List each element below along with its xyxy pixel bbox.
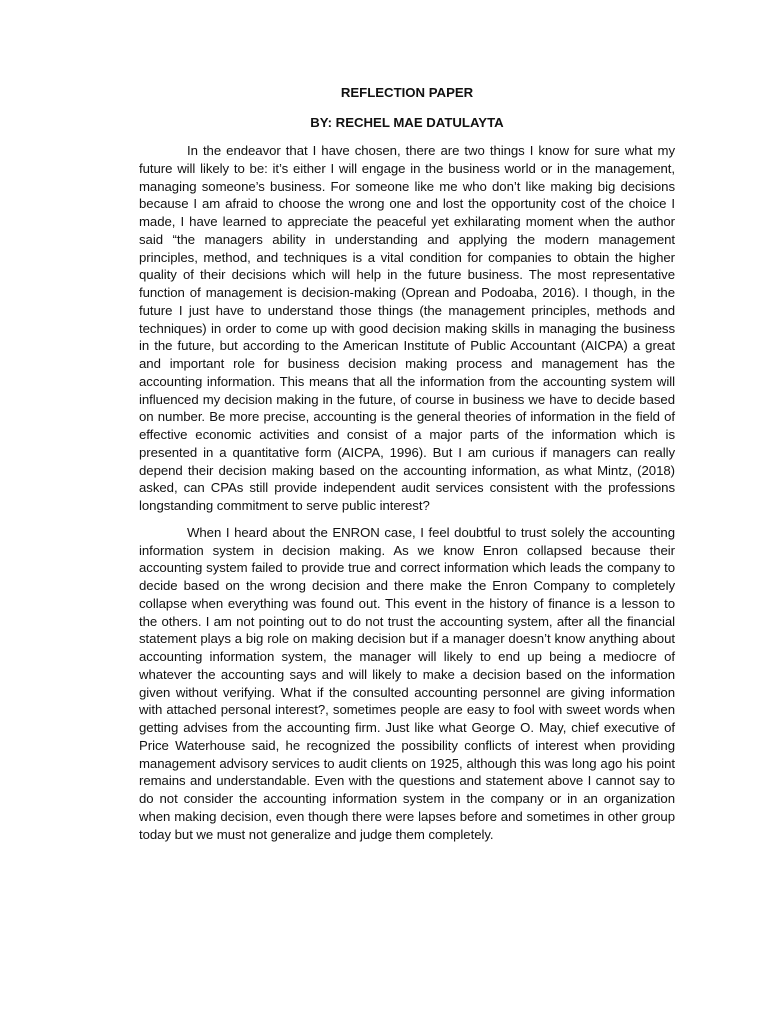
document-author: BY: RECHEL MAE DATULAYTA [310,115,504,130]
document-page [139,84,675,843]
paragraph-1: In the endeavor that I have chosen, there are two things I know for sure what my future will likely to be: it’s either I will engage in the business world or in the management, managing someone’s business. For someone like me who don’t like making big decisions because I am afraid to choose the wrong one and lost the opportunity cost of the choice I made, I have learned to appreciate the peaceful yet exhilarating moment when the author said “the managers ability in understanding and applying the modern management principles, method, and techniques is a vital condition for companies to obtain the higher quality of their decisions which will help in the future business. The most representative function of management is decision-making (Oprean and Podoaba, 2016). I though, in the future I just have to understand those things (the management principles, methods and techniques) in order to come up with good decision making skills in managing the business in the future, but according to the American Institute of Public Accountant (AICPA) a great and important role for business decision making process and management has the accounting information. This means that all the information from the accounting system will influenced my decision making in the future, of course in business we have to decide based on number. Be more precise, accounting is the general theories of information in the field of effective economic activities and consist of a major parts of the information which is presented in a quantitative form (AICPA, 1996). But I am curious if managers can really depend their decision making based on the accounting information, as what Mintz, (2018) asked, can CPAs still provide independent audit services consistent with the professions longstanding commitment to serve public interest? [139,143,675,513]
document-title: REFLECTION PAPER [340,85,474,100]
paragraph-2: When I heard about the ENRON case, I feel doubtful to trust solely the accounting information system in decision making. As we know Enron collapsed because their accounting system failed to provide true and correct information which leads the company to decide based on the wrong decision and there make the Enron Company to completely collapse when everything was found out. This event in the history of finance is a lesson to the others. I am not pointing out to do not trust the accounting system, after all the financial statement plays a big role on making decision but if a manager doesn’t know anything about accounting information system, the manager will likely to end up being a mediocre of whatever the accounting says and will likely to make a decision based on the information given without verifying. What if the consulted accounting personnel are giving information with attached personal interest?, sometimes people are easy to fool with sweet words when getting advises from the accounting firm. Just like what George O. May, chief executive of Price Waterhouse said, he recognized the possibility conflicts of interest when providing management advisory services to audit clients on 1925, although this was long ago his point remains and understandable. Even with the questions and statement above I cannot say to do not consider the accounting information system in the company or in an organization when making decision, even though there were lapses before and sometimes in other group today but we must not generalize and judge them completely. [139,524,675,842]
